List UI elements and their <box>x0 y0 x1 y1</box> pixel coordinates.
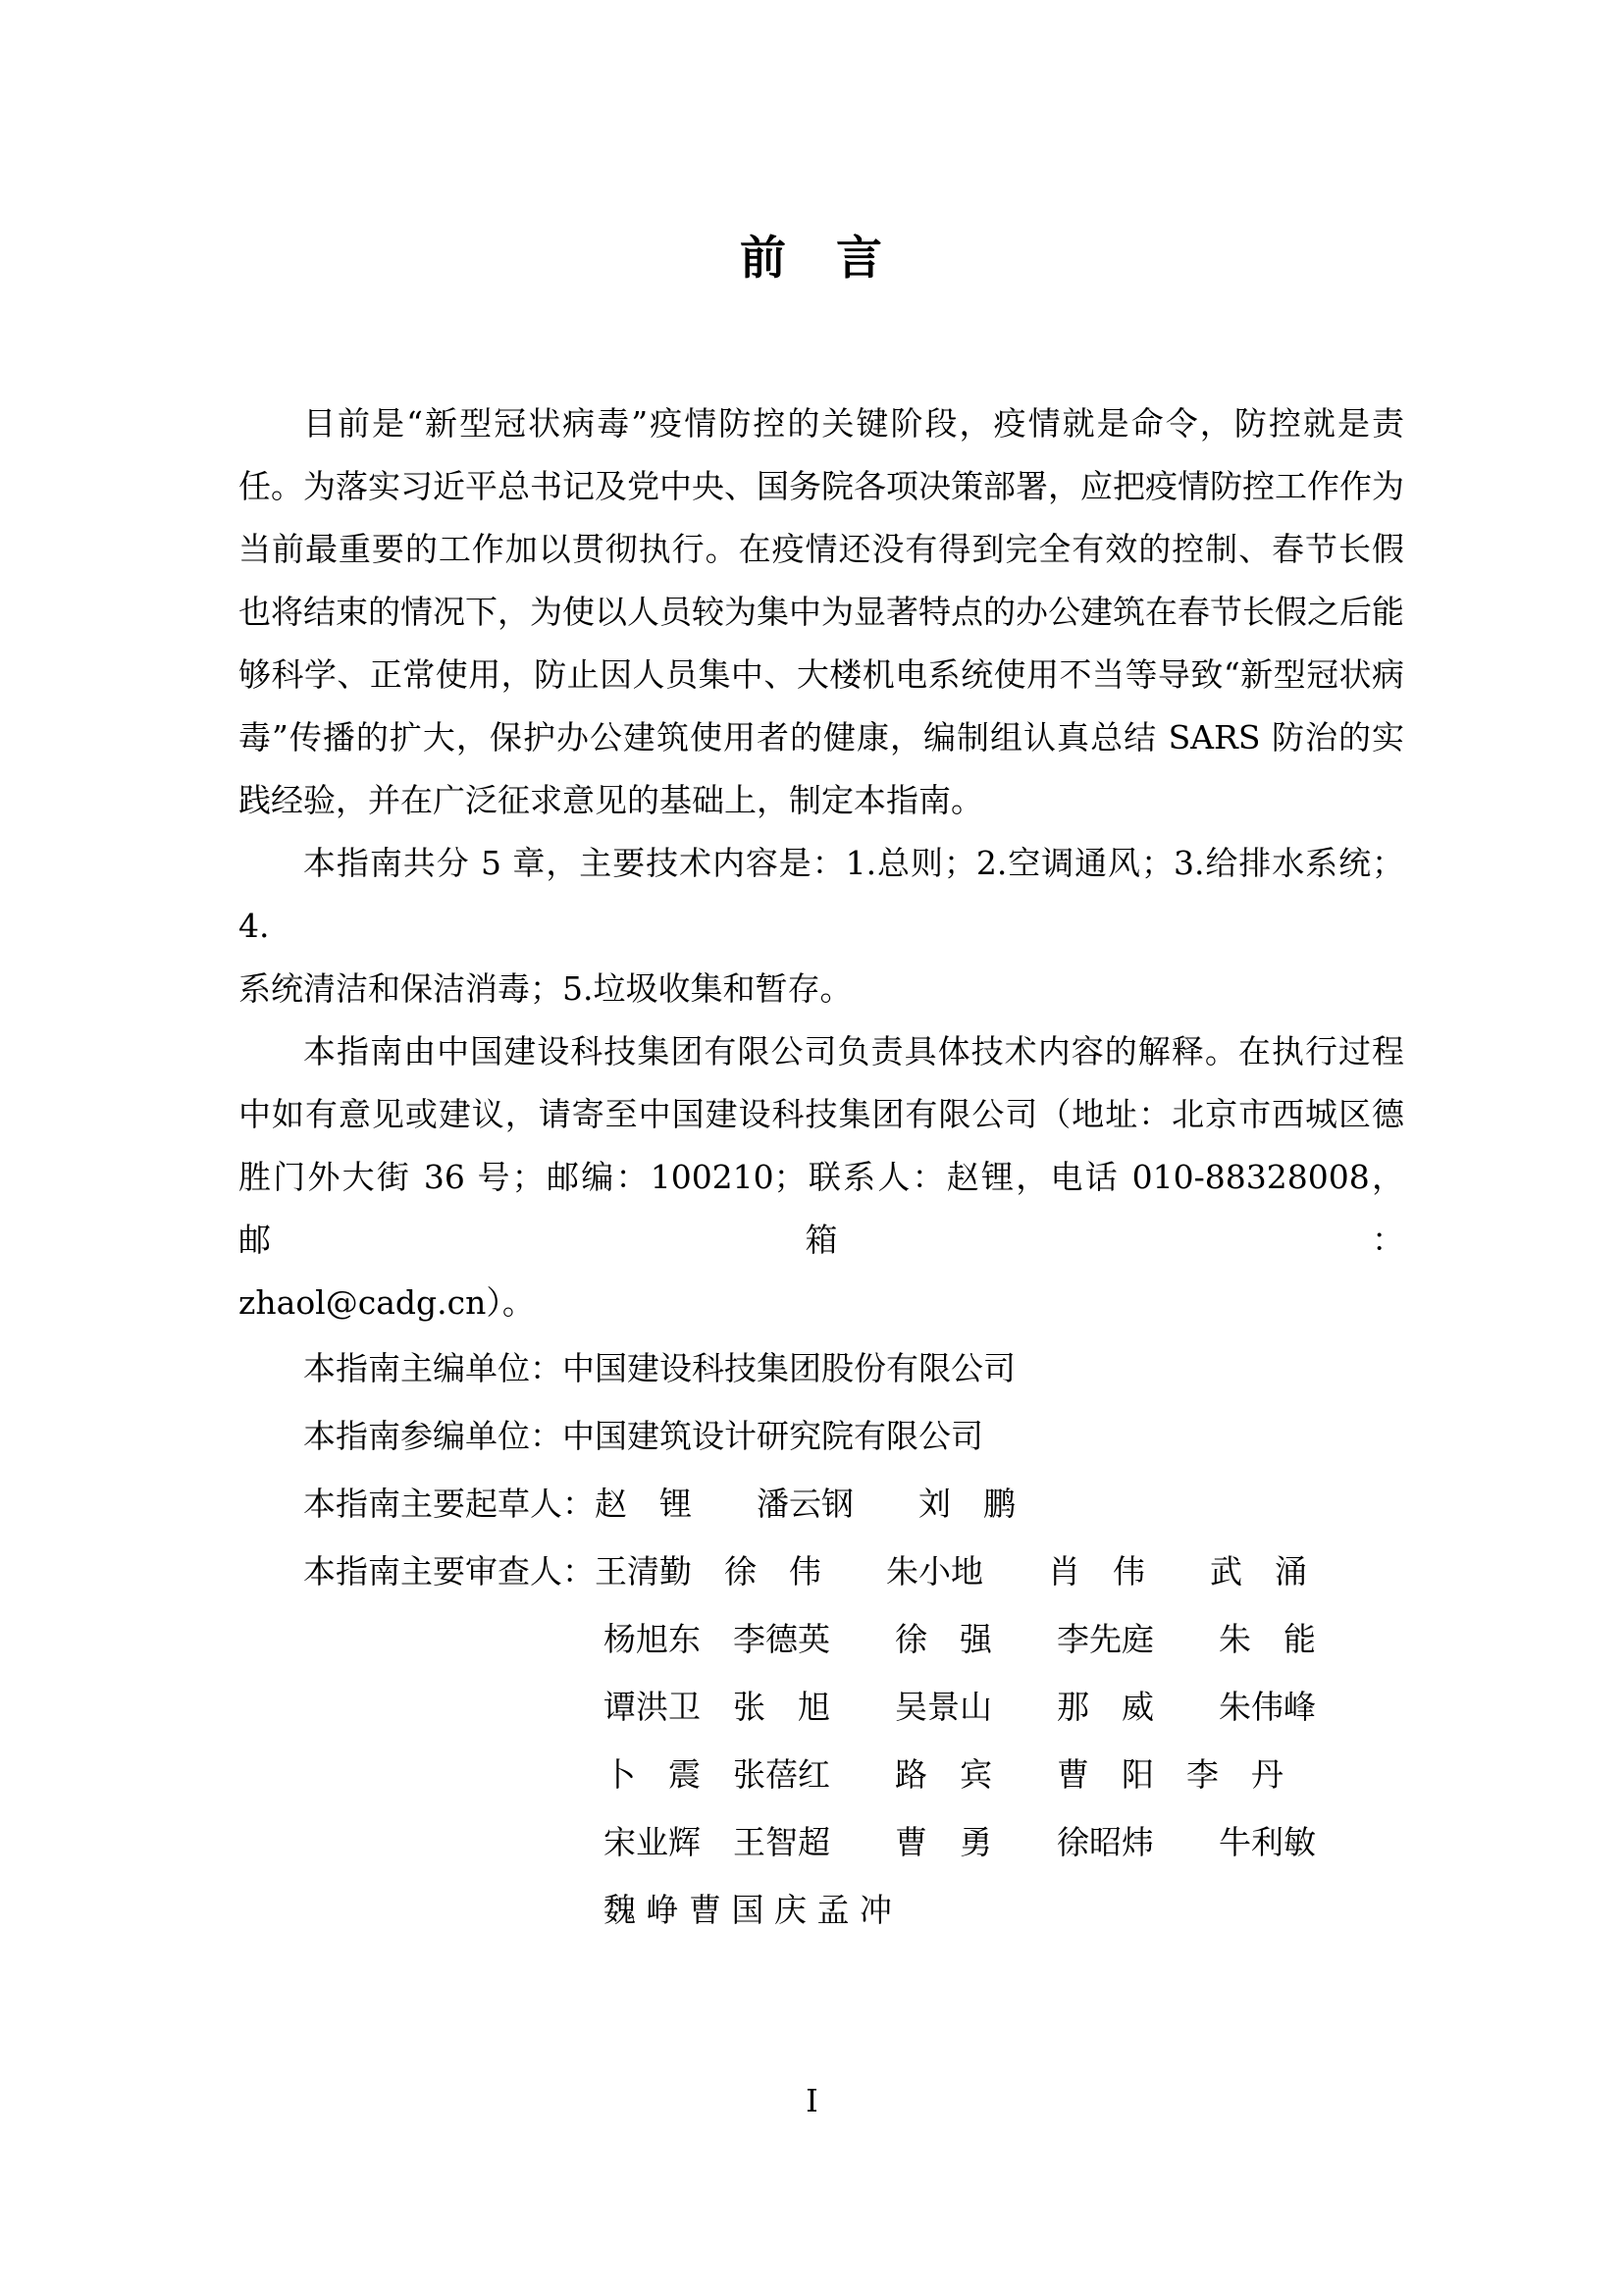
preface-line: 中如有意见或建议，请寄至中国建设科技集团有限公司（地址：北京市西城区德 <box>238 1095 1404 1133</box>
preface-line: 践经验，并在广泛征求意见的基础上，制定本指南。 <box>238 781 983 819</box>
reviewers-continuation-line: 宋业辉 王智超 曹 勇 徐昭炜 牛利敏 <box>603 1823 1316 1861</box>
chief-editor-unit-line: 本指南主编单位：中国建设科技集团股份有限公司 <box>303 1349 1016 1387</box>
reviewers-line: 本指南主要审查人：王清勤 徐 伟 朱小地 肖 伟 武 涌 <box>303 1552 1307 1591</box>
preface-line: 当前最重要的工作加以贯彻执行。在疫情还没有得到完全有效的控制、春节长假 <box>238 530 1404 568</box>
preface-line: 够科学、正常使用，防止因人员集中、大楼机电系统使用不当等导致“新型冠状病 <box>238 655 1404 694</box>
preface-line: 胜门外大街 36 号；邮编：100210；联系人：赵锂，电话 010-88328008，邮箱： <box>238 1158 1404 1259</box>
preface-line: 目前是“新型冠状病毒”疫情防控的关键阶段，疫情就是命令，防控就是责 <box>303 404 1404 443</box>
reviewers-continuation-line: 谭洪卫 张 旭 吴景山 那 威 朱伟峰 <box>603 1688 1316 1726</box>
preface-line: zhaol@cadg.cn）。 <box>238 1283 535 1322</box>
preface-title: 前 言 <box>740 232 884 286</box>
reviewers-continuation-line: 杨旭东 李德英 徐 强 李先庭 朱 能 <box>603 1620 1316 1658</box>
page-number: I <box>806 2082 818 2119</box>
preface-line: 任。为落实习近平总书记及党中央、国务院各项决策部署，应把疫情防控工作作为 <box>238 467 1404 505</box>
reviewers-continuation-line: 魏 峥 曹 国 庆 孟 冲 <box>603 1891 892 1929</box>
preface-line: 系统清洁和保洁消毒；5.垃圾收集和暂存。 <box>238 969 853 1008</box>
preface-line: 毒”传播的扩大，保护办公建筑使用者的健康，编制组认真总结 SARS 防治的实 <box>238 718 1404 756</box>
preface-line: 本指南由中国建设科技集团有限公司负责具体技术内容的解释。在执行过程 <box>303 1032 1404 1070</box>
reviewers-continuation-line: 卜 震 张蓓红 路 宾 曹 阳 李 丹 <box>603 1755 1283 1794</box>
drafters-line: 本指南主要起草人：赵 锂 潘云钢 刘 鹏 <box>303 1485 1016 1523</box>
participating-unit-line: 本指南参编单位：中国建筑设计研究院有限公司 <box>303 1417 983 1455</box>
preface-body <box>238 392 1404 1944</box>
preface-line: 本指南共分 5 章，主要技术内容是：1.总则；2.空调通风；3.给排水系统；4. <box>238 844 1404 945</box>
preface-line: 也将结束的情况下，为使以人员较为集中为显著特点的办公建筑在春节长假之后能 <box>238 593 1404 631</box>
